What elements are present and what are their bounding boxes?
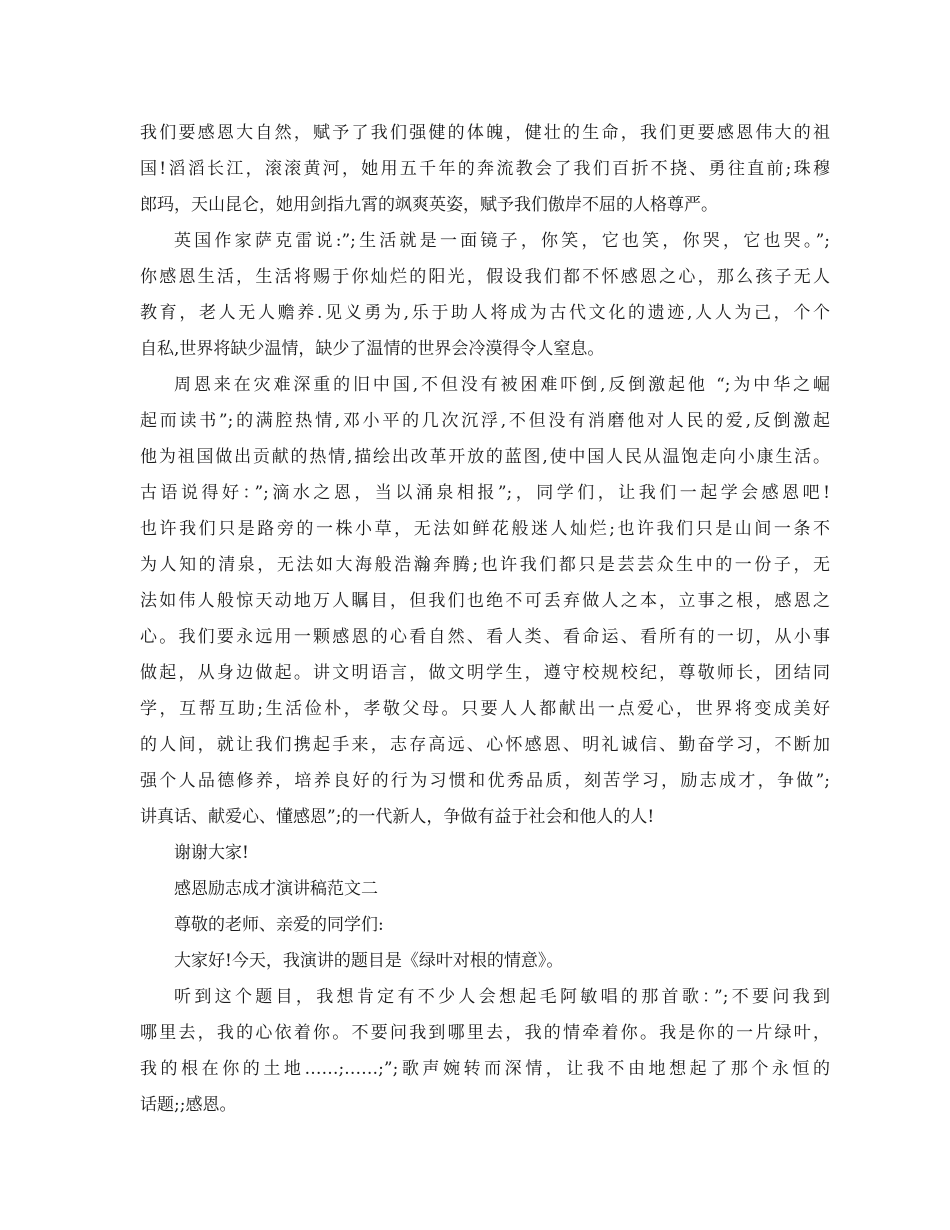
text-line: 的人间，就让我们携起手来，志存高远、心怀感恩、明礼诚信、勤奋学习，不断加 (140, 735, 830, 755)
text-line: 谢谢大家! (174, 843, 249, 863)
text-line: 大家好!今天，我演讲的题目是《绿叶对根的情意》。 (174, 951, 564, 971)
text-line: 心。我们要永远用一颗感恩的心看自然、看人类、看命运、看所有的一切，从小事 (140, 627, 830, 647)
body-text (140, 115, 830, 1123)
text-line: 国!滔滔长江，滚滚黄河，她用五千年的奔流教会了我们百折不挠、勇往直前;珠穆 (140, 159, 830, 179)
text-line: 古语说得好：”;滴水之恩，当以涌泉相报”;，同学们，让我们一起学会感恩吧! (140, 483, 830, 503)
text-line: 法如伟人般惊天动地万人瞩目，但我们也绝不可丢弃做人之本，立事之根，感恩之 (140, 591, 830, 611)
text-line: 他为祖国做出贡献的热情,描绘出改革开放的蓝图,使中国人民从温饱走向小康生活。 (140, 447, 830, 467)
text-line: 教育，老人无人赡养.见义勇为,乐于助人将成为古代文化的遗迹,人人为己，个个 (140, 303, 830, 323)
text-line: 尊敬的老师、亲爱的同学们: (174, 915, 384, 935)
text-line: 我们要感恩大自然，赋予了我们强健的体魄，健壮的生命，我们更要感恩伟大的祖 (140, 123, 830, 143)
text-line: 我的根在你的土地……;……;”;歌声婉转而深情，让我不由地想起了那个永恒的 (140, 1059, 830, 1079)
text-line: 起而读书”;的满腔热情,邓小平的几次沉浮,不但没有消磨他对人民的爱,反倒激起 (140, 411, 830, 431)
text-line: 做起，从身边做起。讲文明语言，做文明学生，遵守校规校纪，尊敬师长，团结同 (140, 663, 830, 683)
text-line: 讲真话、献爱心、懂感恩”;的一代新人，争做有益于社会和他人的人! (140, 807, 655, 827)
text-line: 也许我们只是路旁的一株小草，无法如鲜花般迷人灿烂;也许我们只是山间一条不 (140, 519, 830, 539)
text-line: 听到这个题目，我想肯定有不少人会想起毛阿敏唱的那首歌：”;不要问我到 (174, 987, 830, 1007)
text-line: 哪里去，我的心依着你。不要问我到哪里去，我的情牵着你。我是你的一片绿叶， (140, 1023, 830, 1043)
text-line: 话题;;感恩。 (140, 1095, 237, 1115)
text-line: 周恩来在灾难深重的旧中国,不但没有被困难吓倒,反倒激起他 “;为中华之崛 (174, 375, 830, 395)
text-line: 感恩励志成才演讲稿范文二 (174, 879, 378, 899)
text-line: 为人知的清泉，无法如大海般浩瀚奔腾;也许我们都只是芸芸众生中的一份子，无 (140, 555, 830, 575)
text-line: 郎玛，天山昆仑，她用剑指九霄的飒爽英姿，赋予我们傲岸不屈的人格尊严。 (140, 195, 718, 215)
text-line: 英国作家萨克雷说:”;生活就是一面镜子，你笑，它也笑，你哭，它也哭。”; (174, 231, 830, 251)
text-line: 自私,世界将缺少温情，缺少了温情的世界会冷漠得令人窒息。 (140, 339, 605, 359)
text-line: 你感恩生活，生活将赐于你灿烂的阳光，假设我们都不怀感恩之心，那么孩子无人 (140, 267, 830, 287)
text-line: 学，互帮互助;生活俭朴，孝敬父母。只要人人都献出一点爱心，世界将变成美好 (140, 699, 830, 719)
text-line: 强个人品德修养，培养良好的行为习惯和优秀品质，刻苦学习，励志成才，争做”; (140, 771, 830, 791)
